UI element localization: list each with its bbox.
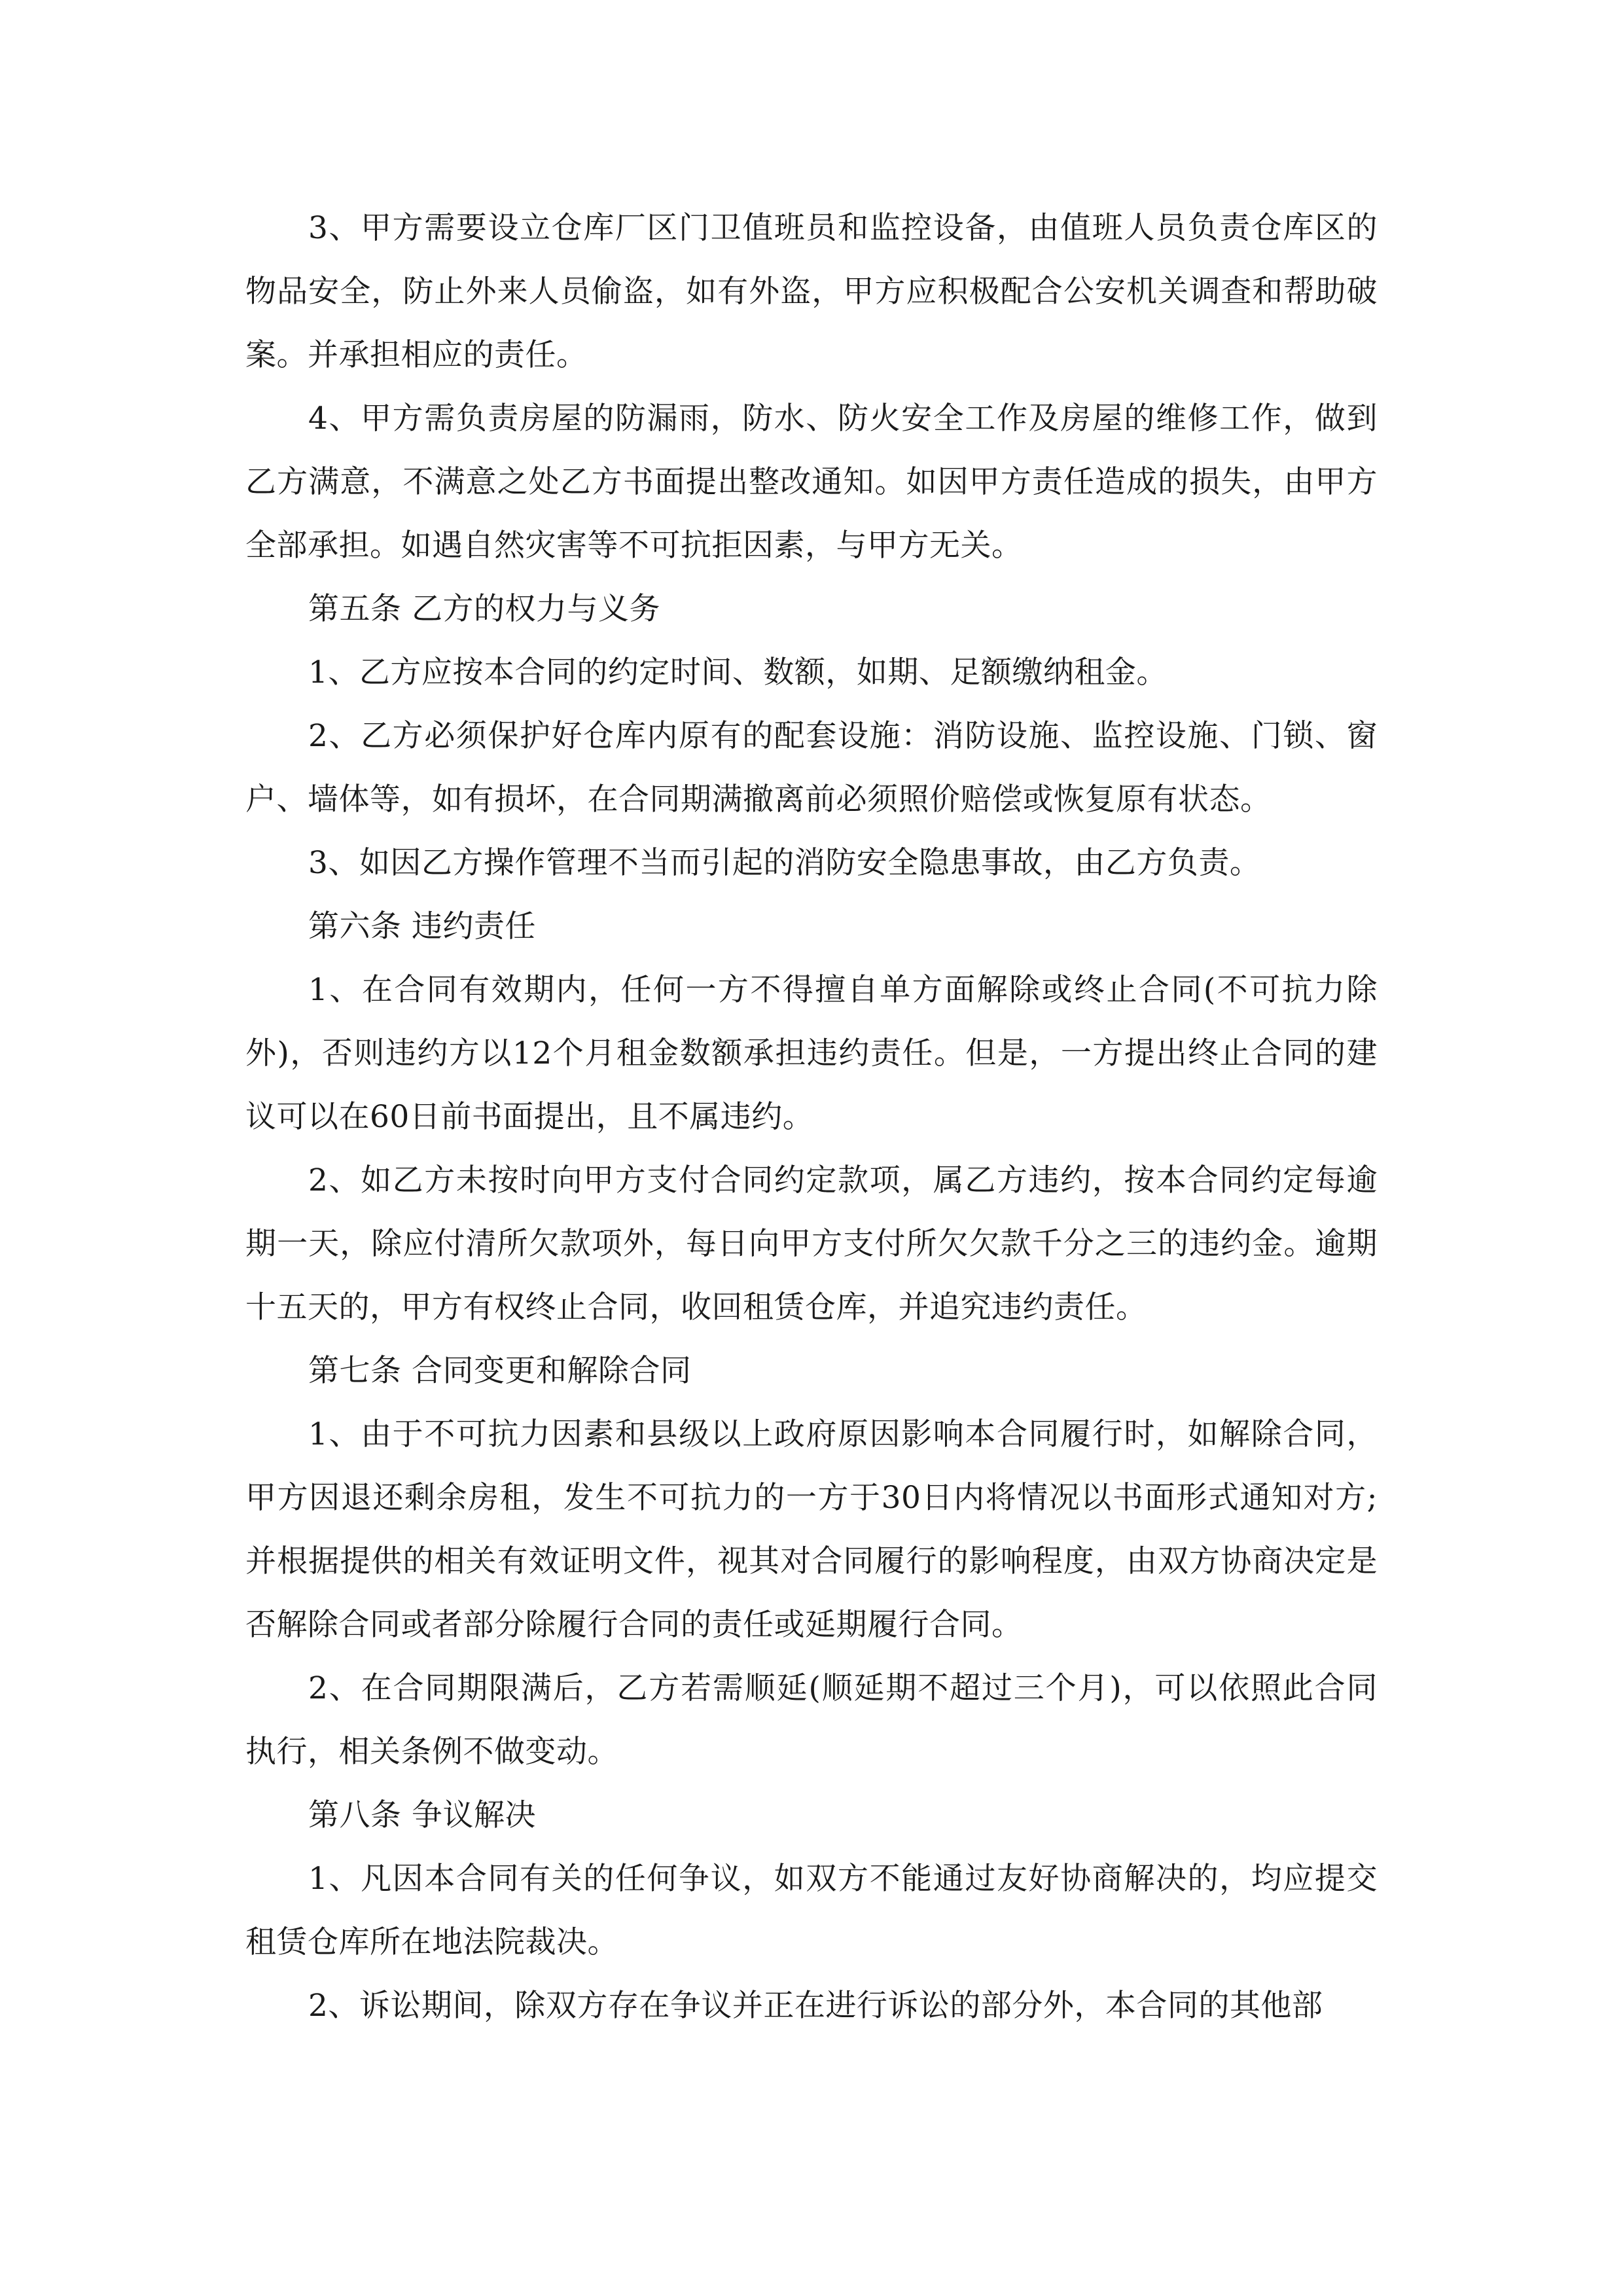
clause-paragraph: 2、在合同期限满后，乙方若需顺延(顺延期不超过三个月)，可以依照此合同执行，相关条例不做变动。 [245,1670,1378,1770]
clause-paragraph: 2、如乙方未按时向甲方支付合同约定款项，属乙方违约，按本合同约定每逾期一天，除应付清所欠款项外，每日向甲方支付所欠欠款千分之三的违约金。逾期十五天的，甲方有权终止合同，收回租赁仓库，并追究违约责任。 [245,1162,1378,1325]
clause-paragraph: 1、由于不可抗力因素和县级以上政府原因影响本合同履行时，如解除合同，甲方因退还剩余房租，发生不可抗力的一方于30日内将情况以书面形式通知对方;并根据提供的相关有效证明文件，视其对合同履行的影响程度，由双方协商决定是否解除合同或者部分除履行合同的责任或延期履行合同。 [245,1416,1378,1643]
clause-paragraph: 2、诉讼期间，除双方存在争议并正在进行诉讼的部分外，本合同的其他部 [308,1988,1323,2024]
article-heading: 第七条 合同变更和解除合同 [308,1353,692,1389]
clause-paragraph: 1、在合同有效期内，任何一方不得擅自单方面解除或终止合同(不可抗力除外)，否则违约方以12个月租金数额承担违约责任。但是，一方提出终止合同的建议可以在60日前书面提出，且不属违约。 [245,972,1378,1135]
document-body [245,196,1378,2037]
article-heading: 第八条 争议解决 [308,1797,536,1833]
clause-paragraph: 4、甲方需负责房屋的防漏雨，防水、防火安全工作及房屋的维修工作，做到乙方满意，不满意之处乙方书面提出整改通知。如因甲方责任造成的损失，由甲方全部承担。如遇自然灾害等不可抗拒因素，与甲方无关。 [245,401,1378,564]
clause-paragraph: 2、乙方必须保护好仓库内原有的配套设施：消防设施、监控设施、门锁、窗户、墙体等，如有损坏，在合同期满撤离前必须照价赔偿或恢复原有状态。 [245,718,1378,817]
clause-paragraph: 1、乙方应按本合同的约定时间、数额，如期、足额缴纳租金。 [308,655,1168,691]
clause-paragraph: 3、甲方需要设立仓库厂区门卫值班员和监控设备，由值班人员负责仓库区的物品安全，防止外来人员偷盗，如有外盗，甲方应积极配合公安机关调查和帮助破案。并承担相应的责任。 [245,210,1378,373]
article-heading: 第五条 乙方的权力与义务 [308,591,660,627]
article-heading: 第六条 违约责任 [308,908,536,944]
clause-paragraph: 3、如因乙方操作管理不当而引起的消防安全隐患事故，由乙方负责。 [308,845,1261,881]
clause-paragraph: 1、凡因本合同有关的任何争议，如双方不能通过友好协商解决的，均应提交租赁仓库所在地法院裁决。 [245,1861,1378,1960]
